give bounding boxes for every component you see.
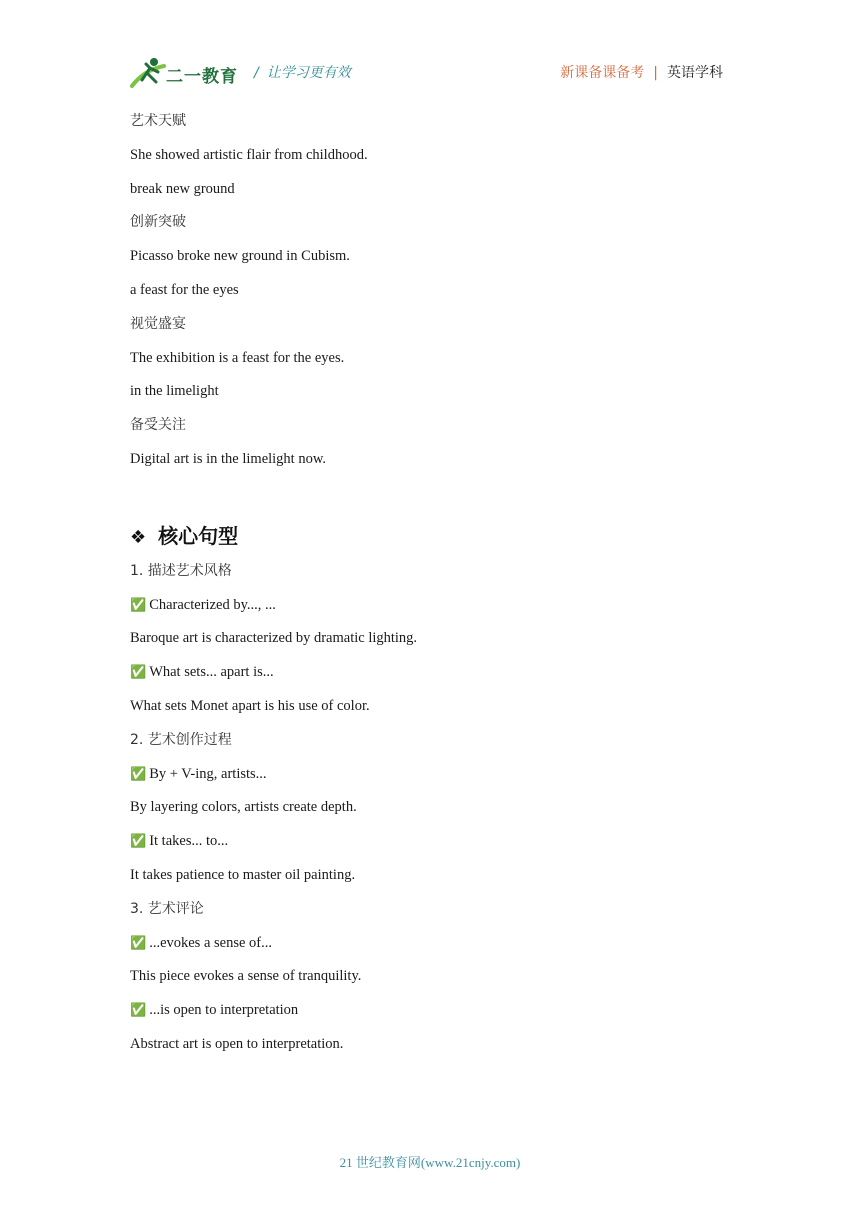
pattern-text: ...evokes a sense of... — [149, 934, 272, 951]
pattern-text: It takes... to... — [149, 833, 229, 850]
pattern-group — [130, 727, 730, 896]
pattern-text: What sets... apart is... — [149, 664, 274, 681]
check-icon: ✅ — [130, 766, 147, 782]
example-line: Abstract art is open to interpretation. — [130, 1035, 344, 1052]
pattern-line — [130, 930, 730, 964]
section-title-text: 核心句型 — [158, 523, 239, 548]
vocab-line: The exhibition is a feast for the eyes. — [130, 349, 345, 366]
logo-text: 二一教育 — [166, 67, 238, 87]
check-icon: ✅ — [130, 597, 147, 613]
vocab-line: Picasso broke new ground in Cubism. — [130, 248, 350, 265]
pattern-line — [130, 761, 730, 795]
runner-icon — [130, 56, 170, 90]
subject-label: 英语学科 — [667, 65, 723, 81]
slogan — [254, 62, 351, 82]
vocab-line: a feast for the eyes — [130, 281, 239, 298]
pattern-line — [130, 828, 730, 862]
page-header — [0, 0, 860, 100]
group-heading: 3. 艺术评论 — [130, 900, 204, 917]
course-label: 新课备课备考 — [560, 65, 645, 81]
pattern-text: ...is open to interpretation — [149, 1002, 299, 1019]
diamond-bullet-icon: ❖ — [130, 526, 147, 548]
vocab-line: 视觉盛宴 — [130, 315, 186, 332]
example-line: It takes patience to master oil painting. — [130, 866, 356, 883]
document-body — [130, 108, 730, 1065]
vocab-line: She showed artistic flair from childhood. — [130, 146, 368, 163]
section-title — [130, 518, 730, 558]
check-icon: ✅ — [130, 834, 147, 850]
site-logo[interactable] — [130, 56, 240, 90]
page-footer[interactable]: 21 世纪教育网(www.21cnjy.com) — [339, 1155, 521, 1170]
vocab-line: break new ground — [130, 180, 235, 197]
pattern-text: By + V-ing, artists... — [149, 765, 267, 782]
check-icon: ✅ — [130, 935, 147, 951]
check-icon: ✅ — [130, 665, 147, 681]
group-heading: 2. 艺术创作过程 — [130, 731, 232, 748]
pattern-group — [130, 558, 730, 727]
pattern-line — [130, 659, 730, 693]
vocab-line: 艺术天赋 — [130, 113, 186, 129]
pattern-line — [130, 997, 730, 1031]
header-separator: | — [653, 65, 658, 81]
pattern-line — [130, 592, 730, 626]
example-line: By layering colors, artists create depth. — [130, 799, 357, 816]
group-heading: 1. 描述艺术风格 — [130, 562, 232, 579]
example-line: This piece evokes a sense of tranquility. — [130, 968, 362, 985]
example-line: Baroque art is characterized by dramatic lighting. — [130, 630, 418, 647]
example-line: What sets Monet apart is his use of color. — [130, 697, 370, 714]
pattern-text: Characterized by..., ... — [149, 596, 276, 613]
vocab-list — [130, 108, 730, 480]
vocab-line: in the limelight — [130, 383, 219, 400]
slogan-slash: / — [254, 65, 259, 81]
vocab-line: Digital art is in the limelight now. — [130, 450, 326, 467]
pattern-group — [130, 896, 730, 1065]
vocab-line: 创新突破 — [130, 214, 186, 231]
vocab-line: 备受关注 — [130, 417, 186, 434]
slogan-text: 让学习更有效 — [266, 65, 351, 81]
header-right — [560, 62, 723, 82]
check-icon: ✅ — [130, 1003, 147, 1019]
